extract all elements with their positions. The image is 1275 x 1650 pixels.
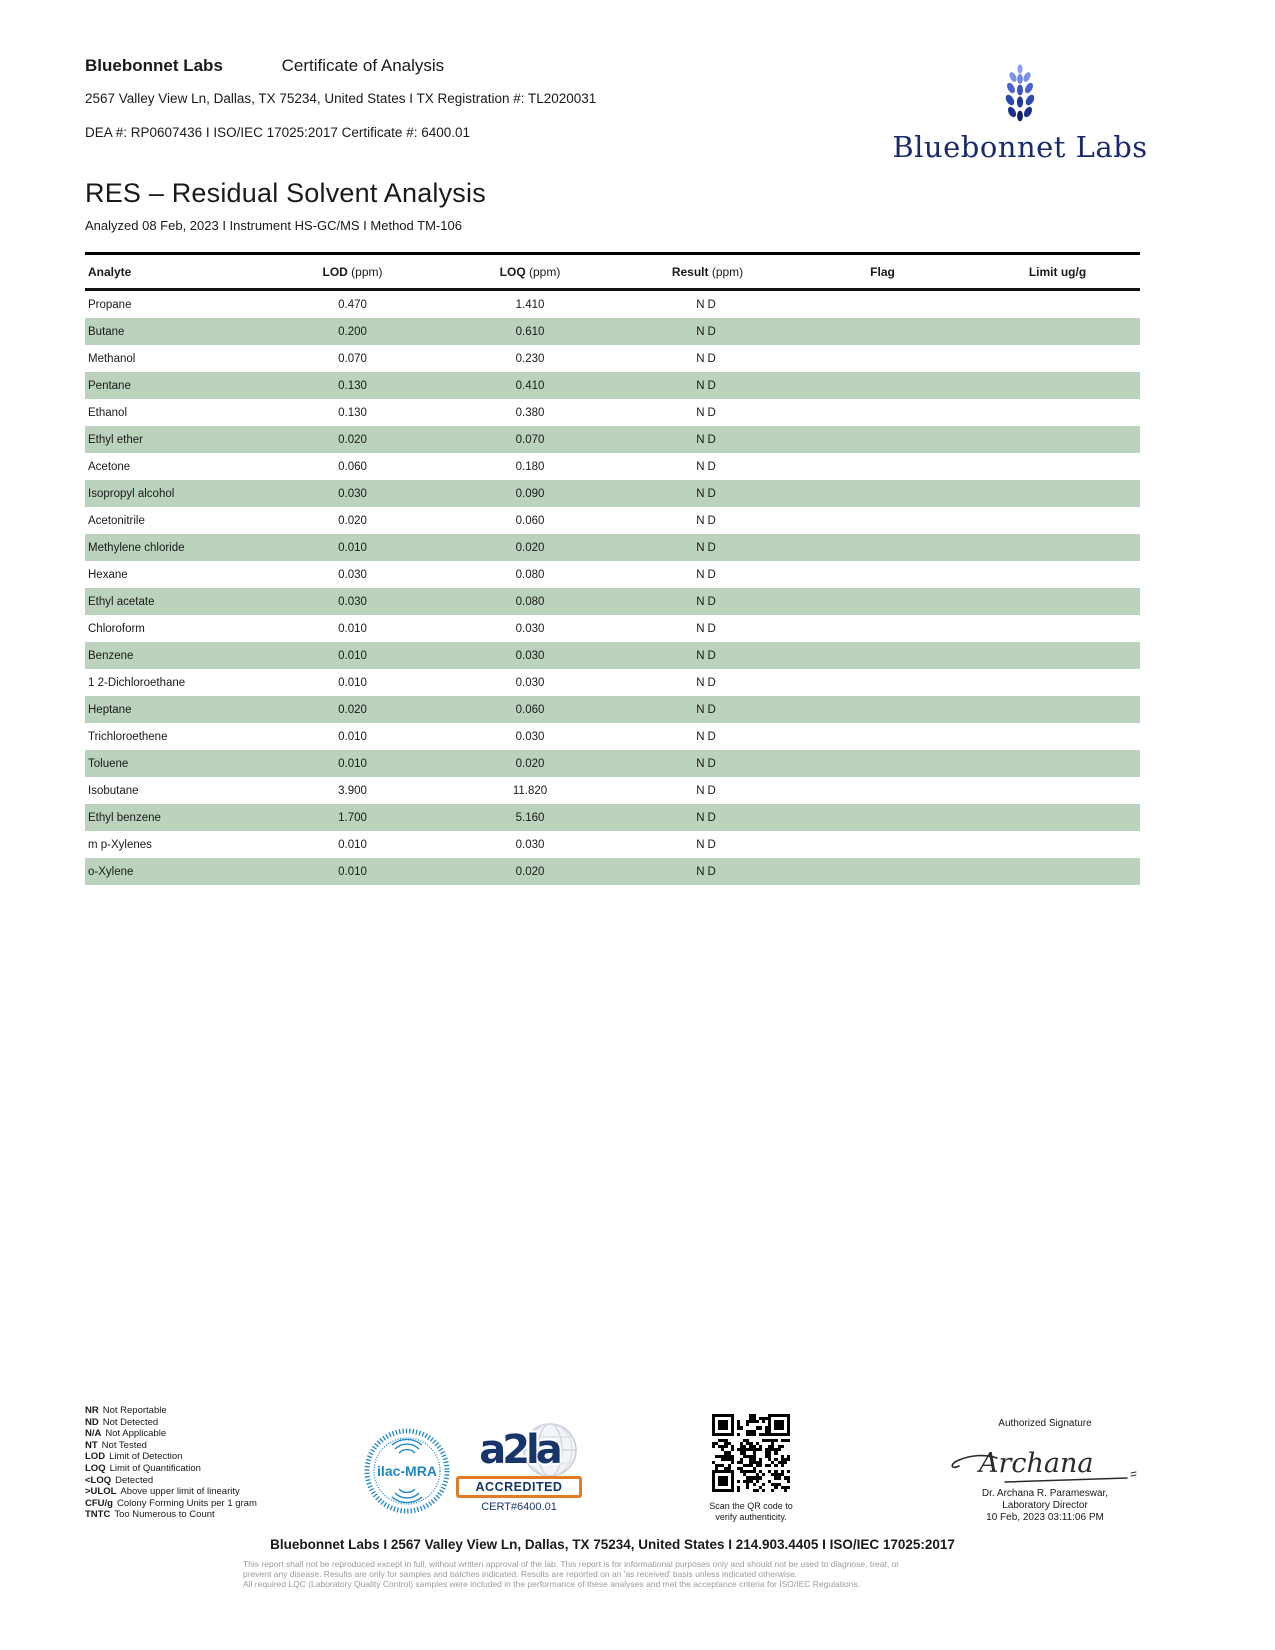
cell-analyte: Isobutane [88, 784, 139, 797]
cell-result: ND [696, 865, 719, 878]
cert-number: CERT#6400.01 [481, 1501, 557, 1513]
disclaimer-line: All required LQC (Laboratory Quality Control) samples were included in the performance of these analyses and met the acceptance criteria for ISO/IEC Regulations. [243, 1579, 861, 1589]
cell-flag [790, 696, 975, 723]
a2la-badge [452, 1422, 586, 1516]
cell-analyte: Methanol [88, 352, 136, 365]
cell-loq: 0.380 [515, 406, 545, 419]
report-subtitle: Analyzed 08 Feb, 2023 I Instrument HS-GC/MS I Method TM-106 [85, 218, 462, 233]
logo-wordmark: Bluebonnet Labs [892, 130, 1148, 164]
cell-limit [975, 480, 1140, 507]
table-row [85, 588, 1140, 615]
disclaimer-line: This report shall not be reproduced except in full, without written approval of the lab. This report is for informational purposes only and should not be used to diagnose, treat, or [243, 1559, 900, 1569]
accredited-badge: ACCREDITED [456, 1476, 582, 1498]
table-row [85, 777, 1140, 804]
cell-analyte: Propane [88, 298, 132, 311]
table-row [85, 561, 1140, 588]
legend-item: CFU/g Colony Forming Units per 1 gram [85, 1497, 257, 1509]
cell-result: ND [696, 433, 719, 446]
doc-type-title: Certificate of Analysis [281, 56, 445, 75]
cell-loq: 0.030 [515, 622, 545, 635]
cell-limit [975, 858, 1140, 885]
cell-flag [790, 453, 975, 480]
cell-loq: 0.080 [515, 568, 545, 581]
bluebonnet-flower-icon [998, 64, 1042, 122]
cell-result: ND [696, 541, 719, 554]
cell-loq: 0.020 [515, 865, 545, 878]
table-row [85, 345, 1140, 372]
cell-loq: 0.060 [515, 514, 545, 527]
cell-flag [790, 507, 975, 534]
table-row [85, 426, 1140, 453]
qr-caption-line2: verify authenticity. [715, 1512, 787, 1522]
signatory-name: Dr. Archana R. Parameswar, [981, 1488, 1109, 1499]
header-row [85, 254, 1140, 290]
table-row [85, 669, 1140, 696]
table-row [85, 831, 1140, 858]
registration-line: DEA #: RP0607436 I ISO/IEC 17025:2017 Certificate #: 6400.01 [85, 125, 471, 140]
cell-lod: 0.030 [338, 487, 367, 500]
lab-name: Bluebonnet Labs [85, 56, 223, 75]
cell-flag [790, 426, 975, 453]
cell-loq: 0.610 [515, 325, 545, 338]
cell-lod: 0.010 [338, 730, 367, 743]
cell-flag [790, 642, 975, 669]
results-body [85, 290, 1140, 886]
column-header: Analyte [85, 254, 270, 290]
column-header: LOQ (ppm) [435, 254, 625, 290]
disclaimer [243, 1559, 1083, 1589]
table-row [85, 858, 1140, 885]
cell-flag [790, 534, 975, 561]
cell-limit [975, 534, 1140, 561]
cell-flag [790, 372, 975, 399]
cell-flag [790, 669, 975, 696]
cell-analyte: o-Xylene [88, 865, 134, 878]
ilac-mra-label: ilac-MRA [377, 1463, 437, 1479]
column-header: Limit ug/g [975, 254, 1140, 290]
cell-limit [975, 669, 1140, 696]
cell-lod: 0.030 [338, 595, 367, 608]
cell-analyte: Ethyl acetate [88, 595, 155, 608]
signature-heading: Authorized Signature [998, 1418, 1092, 1429]
cell-flag [790, 318, 975, 345]
cell-lod: 0.020 [338, 433, 367, 446]
cell-result: ND [696, 568, 719, 581]
cell-analyte: m p-Xylenes [88, 838, 152, 851]
cell-result: ND [696, 838, 719, 851]
cell-analyte: Acetonitrile [88, 514, 145, 527]
column-header: Result (ppm) [625, 254, 790, 290]
cell-flag [790, 831, 975, 858]
cell-loq: 11.820 [512, 784, 548, 797]
cell-lod: 0.010 [338, 649, 367, 662]
cell-analyte: Hexane [88, 568, 128, 581]
results-table [85, 252, 1140, 885]
cell-lod: 0.010 [338, 757, 367, 770]
cell-flag [790, 804, 975, 831]
cell-lod: 0.470 [338, 298, 367, 311]
cell-result: ND [696, 406, 719, 419]
cell-limit [975, 399, 1140, 426]
legend-item: LOQ Limit of Quantification [85, 1462, 201, 1474]
cell-flag [790, 561, 975, 588]
cell-limit [975, 696, 1140, 723]
cell-limit [975, 426, 1140, 453]
table-row [85, 804, 1140, 831]
cell-loq: 0.090 [515, 487, 545, 500]
legend-item: TNTC Too Numerous to Count [85, 1509, 215, 1521]
cell-loq: 5.160 [515, 811, 545, 824]
table-row [85, 399, 1140, 426]
cell-loq: 0.030 [515, 838, 545, 851]
cell-limit [975, 750, 1140, 777]
cell-flag [790, 777, 975, 804]
cell-flag [790, 290, 975, 319]
cell-limit [975, 831, 1140, 858]
cell-result: ND [696, 703, 719, 716]
cell-result: ND [696, 622, 719, 635]
cell-analyte: Trichloroethene [88, 730, 168, 743]
cell-loq: 0.060 [515, 703, 545, 716]
cell-loq: 0.180 [515, 460, 545, 473]
cell-analyte: Butane [88, 325, 125, 338]
qr-block [695, 1414, 807, 1523]
table-row [85, 696, 1140, 723]
report-head [85, 178, 486, 233]
cell-limit [975, 507, 1140, 534]
cell-lod: 0.130 [338, 406, 367, 419]
table-row [85, 318, 1140, 345]
cell-result: ND [696, 811, 719, 824]
cell-analyte: Toluene [88, 757, 129, 770]
header [85, 56, 596, 140]
cell-analyte: Chloroform [88, 622, 145, 635]
ilac-mra-seal-icon [364, 1428, 450, 1514]
cell-flag [790, 615, 975, 642]
qr-code [712, 1414, 790, 1492]
signature-script [945, 1432, 1145, 1488]
table-row [85, 750, 1140, 777]
signature-datetime: 10 Feb, 2023 03:11:06 PM [986, 1512, 1104, 1523]
signature-script-text: Archana [979, 1448, 1094, 1479]
cell-loq: 0.230 [515, 352, 545, 365]
cell-flag [790, 480, 975, 507]
cell-result: ND [696, 460, 719, 473]
cell-lod: 0.200 [338, 325, 367, 338]
signature-block [925, 1418, 1165, 1524]
cell-lod: 0.010 [338, 838, 367, 851]
cell-limit [975, 615, 1140, 642]
cell-loq: 0.410 [515, 379, 545, 392]
cell-flag [790, 399, 975, 426]
cell-lod: 0.070 [338, 352, 367, 365]
cell-flag [790, 723, 975, 750]
legend-item: <LOQ Detected [85, 1474, 154, 1486]
cell-analyte: Methylene chloride [88, 541, 185, 554]
cell-result: ND [696, 514, 719, 527]
cell-result: ND [696, 298, 719, 311]
cell-flag [790, 345, 975, 372]
column-header: Flag [790, 254, 975, 290]
cell-analyte: Benzene [88, 649, 134, 662]
table-row [85, 453, 1140, 480]
cell-analyte: Isopropyl alcohol [88, 487, 175, 500]
cell-limit [975, 804, 1140, 831]
cell-result: ND [696, 595, 719, 608]
table-row [85, 480, 1140, 507]
cell-lod: 0.020 [338, 514, 367, 527]
cell-result: ND [696, 649, 719, 662]
cell-limit [975, 290, 1140, 319]
cell-limit [975, 777, 1140, 804]
cell-result: ND [696, 676, 719, 689]
cell-loq: 1.410 [515, 298, 545, 311]
cell-limit [975, 318, 1140, 345]
cell-loq: 0.030 [515, 649, 545, 662]
cell-lod: 0.010 [338, 541, 367, 554]
cell-lod: 0.060 [338, 460, 367, 473]
cell-lod: 0.010 [338, 676, 367, 689]
cell-loq: 0.030 [515, 676, 545, 689]
cell-analyte: Pentane [88, 379, 131, 392]
cell-analyte: Ethyl benzene [88, 811, 161, 824]
legend-item: N/A Not Applicable [85, 1428, 167, 1440]
legend-item: LOD Limit of Detection [85, 1451, 183, 1463]
cell-limit [975, 642, 1140, 669]
cell-lod: 3.900 [338, 784, 367, 797]
disclaimer-line: prevent any disease. Results are only for samples and batches indicated. Results are reported on an 'as received' basis unless indicated otherwise. [243, 1569, 798, 1579]
cell-lod: 0.010 [338, 865, 367, 878]
cell-limit [975, 453, 1140, 480]
table-row [85, 534, 1140, 561]
signatory-title: Laboratory Director [1002, 1500, 1088, 1511]
legend-item: ND Not Detected [85, 1416, 159, 1428]
brand-logo [885, 64, 1155, 164]
ilac-mra-seal [364, 1428, 450, 1514]
cell-analyte: Acetone [88, 460, 131, 473]
cell-loq: 0.080 [515, 595, 545, 608]
table-row [85, 615, 1140, 642]
cell-loq: 0.070 [515, 433, 545, 446]
cell-result: ND [696, 325, 719, 338]
cell-result: ND [696, 352, 719, 365]
cell-result: ND [696, 379, 719, 392]
legend-item: NR Not Reportable [85, 1405, 167, 1416]
table-row [85, 642, 1140, 669]
cell-result: ND [696, 487, 719, 500]
cell-analyte: Ethanol [88, 406, 128, 419]
cell-flag [790, 750, 975, 777]
brand-line [85, 56, 596, 76]
footer-contact-line: Bluebonnet Labs I 2567 Valley View Ln, Dallas, TX 75234, United States I 214.903.4405 I ISO/IEC 17025:2017 [270, 1537, 955, 1552]
table-row [85, 723, 1140, 750]
legend-item: >ULOL Above upper limit of linearity [85, 1486, 240, 1498]
cell-limit [975, 723, 1140, 750]
cell-lod: 0.010 [338, 622, 367, 635]
results-header [85, 254, 1140, 290]
cell-limit [975, 372, 1140, 399]
cell-lod: 1.700 [338, 811, 367, 824]
cell-lod: 0.130 [338, 379, 367, 392]
cell-result: ND [696, 757, 719, 770]
cell-result: ND [696, 730, 719, 743]
cell-loq: 0.030 [515, 730, 545, 743]
cell-limit [975, 345, 1140, 372]
cell-flag [790, 858, 975, 885]
cell-analyte: Heptane [88, 703, 132, 716]
cell-lod: 0.030 [338, 568, 367, 581]
cell-lod: 0.020 [338, 703, 367, 716]
address-line: 2567 Valley View Ln, Dallas, TX 75234, United States I TX Registration #: TL2020031 [85, 91, 597, 106]
qr-caption-line1: Scan the QR code to [709, 1501, 793, 1511]
cell-analyte: Ethyl ether [88, 433, 143, 446]
table-row [85, 290, 1140, 319]
cell-loq: 0.020 [515, 541, 545, 554]
table-row [85, 372, 1140, 399]
a2la-wordmark: a2la [479, 1427, 559, 1473]
cell-limit [975, 588, 1140, 615]
cell-analyte: 1 2-Dichloroethane [88, 676, 186, 689]
legend-list [85, 1405, 257, 1521]
cell-result: ND [696, 784, 719, 797]
cell-limit [975, 561, 1140, 588]
qr-caption [695, 1501, 807, 1523]
column-header: LOD (ppm) [270, 254, 435, 290]
cell-flag [790, 588, 975, 615]
cell-loq: 0.020 [515, 757, 545, 770]
table-row [85, 507, 1140, 534]
report-title: RES – Residual Solvent Analysis [85, 178, 486, 208]
legend-item: NT Not Tested [85, 1439, 147, 1451]
